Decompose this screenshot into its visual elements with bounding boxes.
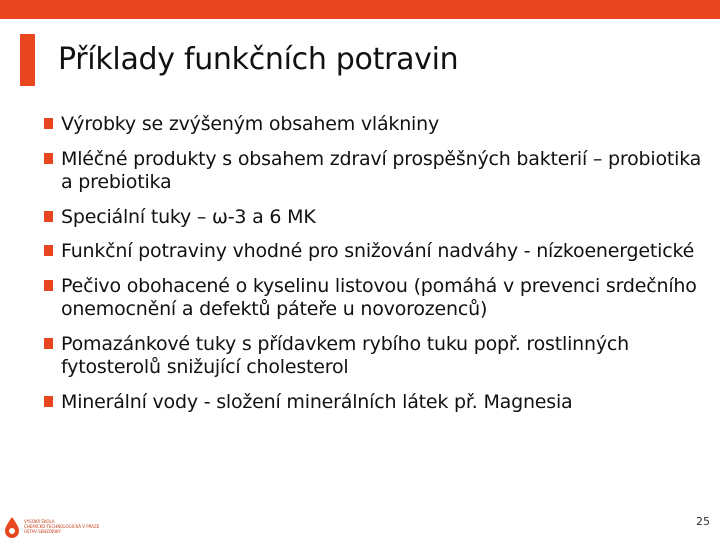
square-bullet-icon <box>44 211 53 222</box>
square-bullet-icon <box>44 280 53 291</box>
square-bullet-icon <box>44 338 53 349</box>
bullet-item <box>44 206 704 230</box>
logo-text <box>24 519 136 534</box>
bullet-text: Pečivo obohacené o kyselinu listovou (pomáhá v prevenci srdečního onemocnění a defektů páteře u novorozenců) <box>61 274 697 320</box>
bullet-item <box>44 148 704 195</box>
logo-line: VYSOKÁ ŠKOLA <box>24 519 55 524</box>
footer-logo <box>3 516 138 538</box>
square-bullet-icon <box>44 396 53 407</box>
bullet-list <box>44 113 704 425</box>
square-bullet-icon <box>44 153 53 164</box>
bullet-text: Pomazánkové tuky s přídavkem rybího tuku popř. rostlinných fytosterolů snižující cholesterol <box>61 332 629 378</box>
bullet-text: Výrobky se zvýšeným obsahem vlákniny <box>61 113 440 135</box>
bullet-text: Mléčné produkty s obsahem zdraví prospěšných bakterií – probiotika a prebiotika <box>61 147 702 193</box>
top-accent-band <box>0 0 720 19</box>
bullet-text: Funkční potraviny vhodné pro snižování nadváhy - nízkoenergetické <box>61 240 695 262</box>
bullet-item <box>44 275 704 322</box>
square-bullet-icon <box>44 245 53 256</box>
logo-line: CHEMICKO-TECHNOLOGICKÁ V PRAZE <box>24 524 100 529</box>
logo-line: ÚSTAV SENZORIKY <box>24 529 61 534</box>
bullet-item <box>44 113 704 137</box>
bullet-item <box>44 391 704 415</box>
bullet-item <box>44 333 704 380</box>
droplet-logo-icon <box>3 516 21 538</box>
square-bullet-icon <box>44 118 53 129</box>
bullet-text: Speciální tuky – ω-3 a 6 MK <box>61 205 316 228</box>
title-accent-bar <box>20 34 35 86</box>
slide-title: Příklady funkčních potravin <box>58 42 459 77</box>
bullet-item <box>44 240 704 264</box>
page-number: 25 <box>696 515 710 528</box>
bullet-text: Minerální vody - složení minerálních látek př. Magnesia <box>61 390 573 413</box>
